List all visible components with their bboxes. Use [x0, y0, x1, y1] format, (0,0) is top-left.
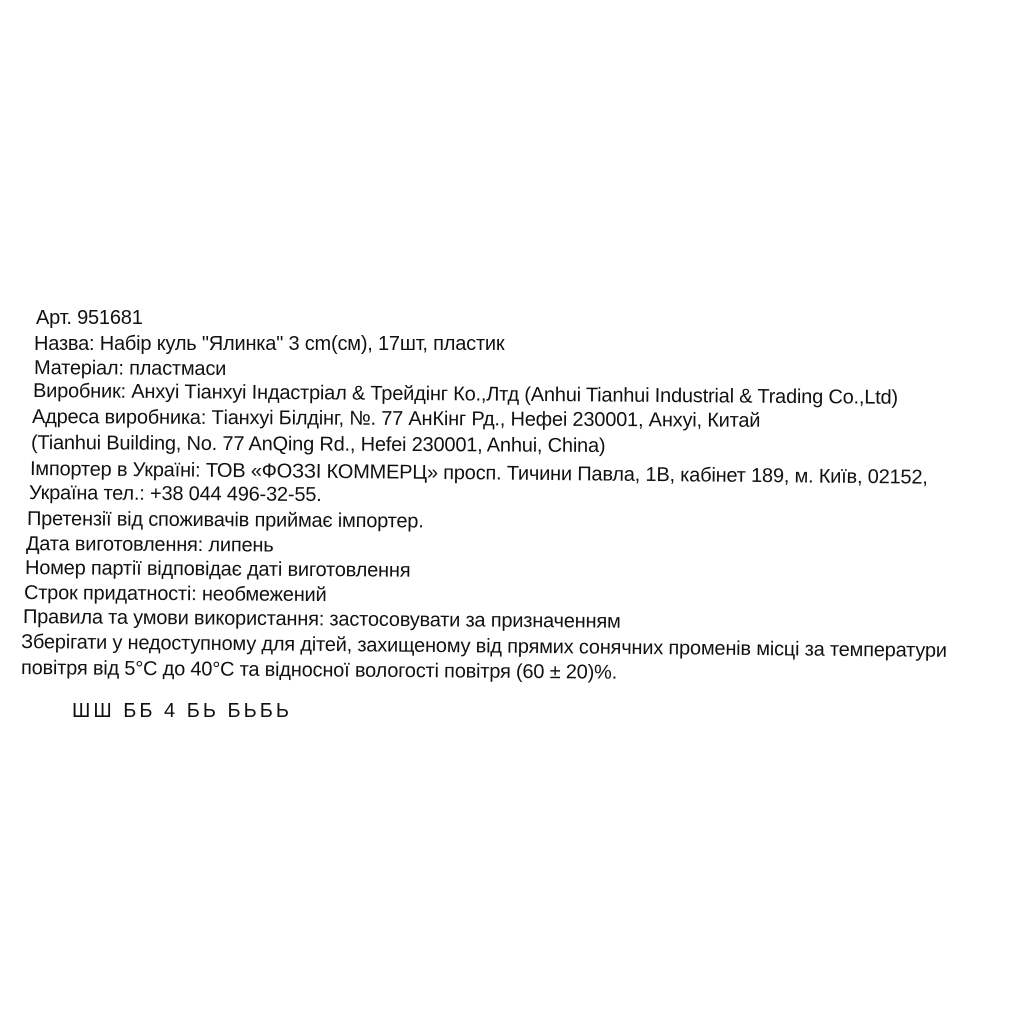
- importer: Імпортер в Україні: ТОВ «ФОЗЗІ КОММЕРЦ» просп. Тичини Павла, 1В, кабінет 189, м. Київ, 02152,: [29, 458, 928, 489]
- importer-phone: Україна тел.: +38 044 496-32-55.: [28, 482, 322, 507]
- usage-rules: Правила та умови використання: застосовувати за призначенням: [22, 606, 621, 633]
- storage-conditions: Зберігати у недоступному для дітей, захищеному від прямих сонячних променів місці за температури: [20, 631, 947, 662]
- manufacturer-address: Адреса виробника: Тіанхуі Білдінг, №. 77 АнКінг Рд., Нефеі 230001, Анхуі, Китай: [31, 406, 761, 432]
- batch-number: Номер партії відповідає даті виготовлення: [24, 557, 411, 582]
- shelf-life: Строк придатності: необмежений: [23, 582, 327, 607]
- storage-conditions-cont: повітря від 5°С до 40°С та відносної вологості повітря (60 ± 20)%.: [20, 657, 618, 684]
- manufacture-date: Дата виготовлення: липень: [25, 533, 274, 557]
- material: Матеріал: пластмаси: [33, 357, 227, 381]
- manufacturer: Виробник: Анхуі Тіанхуі Індастріал & Трейдінг Ко.,Лтд (Anhui Tianhui Industrial & Trading Co.,Ltd): [32, 380, 899, 409]
- truncated-line: [72, 694, 293, 722]
- manufacturer-address-latin: (Tianhui Building, No. 77 AnQing Rd., Hefei 230001, Anhui, China): [30, 432, 606, 458]
- claims-note: Претензії від споживачів приймає імпортер.: [26, 508, 424, 533]
- article-number: Арт. 951681: [36, 307, 143, 329]
- truncated-line-text: ШШ ББ 4 БЬ БЬБЬ: [72, 700, 293, 722]
- product-name: Назва: Набір куль "Ялинка" 3 cm(см), 17шт, пластик: [34, 333, 505, 355]
